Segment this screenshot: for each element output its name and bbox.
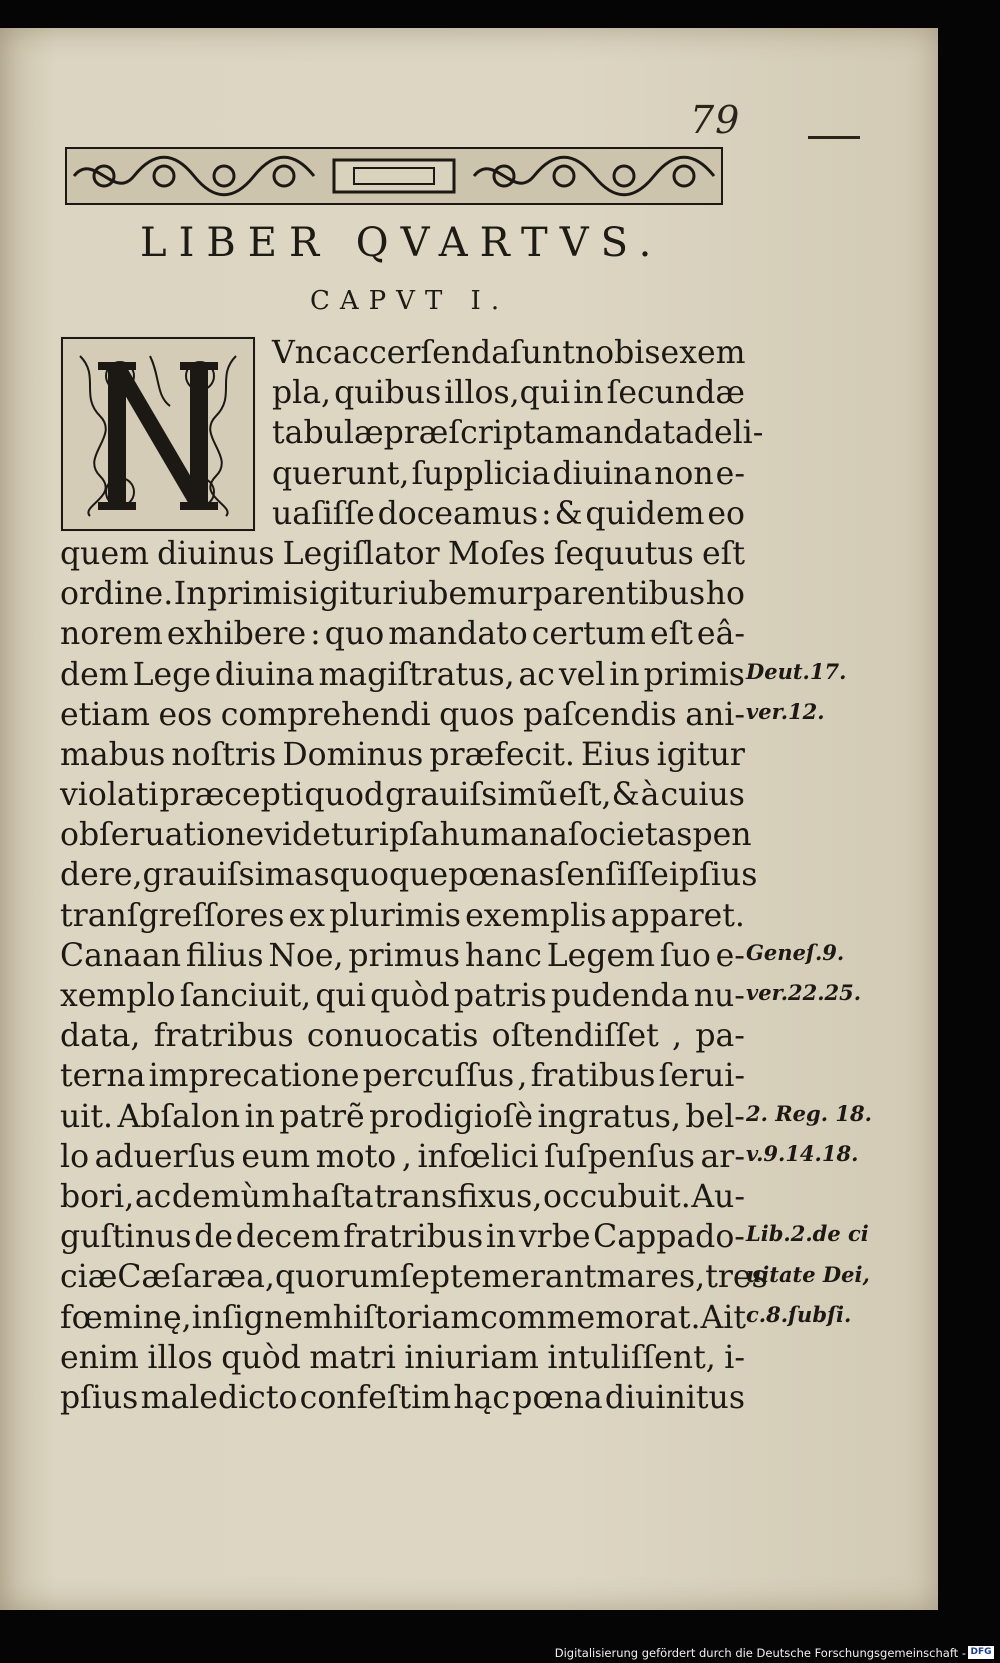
text-word: Noe, [268,937,344,974]
text-line [60,373,745,413]
text-word: fratribus [153,1018,294,1055]
text-word: ex [288,897,326,934]
text-line [60,333,745,373]
text-word: e- [715,455,745,492]
text-word: lo [60,1138,90,1175]
text-line [60,614,745,654]
text-word: ordine. [60,576,174,613]
text-word: exem [660,335,746,371]
text-word: data, [60,1018,141,1055]
text-word: igitur [309,576,398,613]
text-word: cuius [660,777,745,814]
text-word: de [194,1219,234,1256]
text-word: ar- [700,1138,745,1175]
text-word: pſius [60,1379,139,1416]
text-word: præcepti [159,777,304,814]
text-word: guſtinus [60,1219,192,1256]
text-word: diuina [214,656,315,693]
chapter-title: CAPVT I. [310,286,510,316]
text-word: ho [705,576,745,613]
text-word: hanc [464,937,542,974]
catchword-mark [808,136,860,139]
text-word: eſt [649,616,693,653]
text-word: Lege [132,656,211,693]
text-word: commemorat. [480,1299,701,1336]
text-word: uaſiſſe [272,495,375,532]
text-word: fœminę, [60,1299,192,1336]
text-word: patrẽ [279,1098,365,1135]
text-word: quorum [274,1259,400,1296]
text-line [60,815,752,855]
text-line [60,735,745,775]
text-word: à [640,777,660,814]
text-word: nobis [574,335,661,371]
text-word: tabulæ [272,415,384,452]
text-word: eſt [702,535,745,572]
text-line [60,534,745,574]
body-text [60,333,768,1418]
text-line [60,413,764,453]
text-word: moto [315,1138,397,1175]
text-line [60,1338,745,1378]
text-word: Eius [581,736,651,773]
margin-note: uitate Dei, [746,1261,870,1287]
text-line [60,976,745,1016]
text-word: ſanciuit, [179,978,312,1014]
text-word: primis [643,656,745,693]
text-word: non [654,455,714,492]
text-word: qui [315,978,366,1014]
text-word: ac [134,1178,172,1215]
text-line [60,1217,745,1257]
text-line [60,574,745,614]
text-word: , [401,1138,412,1175]
header-ornament [64,146,724,206]
text-word: Cappado- [593,1219,745,1256]
text-word: occubuit. [542,1178,691,1215]
text-word: mandata [554,415,694,452]
text-word: tres [705,1259,768,1296]
text-word: iniuriam [404,1339,539,1376]
text-word: pœna [512,1379,603,1416]
margin-note: 2. Reg. 18. [746,1100,872,1126]
text-word: Cæſaræa, [117,1259,275,1296]
text-word: querunt, [272,455,410,492]
text-word: quibus [334,375,442,412]
text-word: ſocietas [567,817,693,854]
text-word: intuliſſent, [547,1339,716,1376]
text-word: parentibus [532,576,706,613]
footer-credit: Digitalisierung gefördert durch die Deutsche Forschungsgemeinschaft - [554,1646,966,1660]
text-word: oſtendiſſet [491,1018,659,1055]
text-word: Legem [546,937,656,974]
margin-note: Deut.17. [746,658,847,684]
text-line [60,695,745,735]
page-number: 79 [690,98,741,142]
dfg-logo: DFG [968,1646,994,1659]
text-word: ſupplicia [411,455,551,492]
text-word: pa- [695,1018,745,1055]
text-word: vrbe [518,1219,591,1256]
text-word: decem [235,1219,341,1256]
text-word: imprecatione [148,1058,360,1095]
text-word: diuinitus [604,1379,745,1416]
text-word: noſtris [171,736,277,773]
text-word: & [554,495,583,532]
text-word: Dominus [282,736,424,773]
text-word: dem [60,656,129,693]
text-word: illos [147,1339,213,1376]
text-line [60,1137,745,1177]
margin-note: ver.12. [746,698,825,724]
text-word: quod [304,777,385,814]
text-word: demùm [171,1178,291,1215]
text-word: patris [453,978,547,1014]
text-word: confeſtim [299,1379,452,1416]
text-word: quo [324,616,385,653]
text-word: diuina [552,455,653,492]
text-line [60,896,745,936]
text-word: pla, [272,375,332,412]
text-word: paſcendis [523,696,677,733]
text-word: illos,qui [444,375,571,412]
text-word: terna [60,1058,146,1095]
text-word: obſeruatione [60,817,265,854]
text-word: Legiſlator [282,535,440,572]
text-word: Ait [700,1299,747,1336]
margin-note: v.9.14.18. [746,1141,859,1166]
text-line [60,1257,768,1297]
text-word: hąc [453,1379,511,1416]
text-word: ſenſiſſe [554,857,669,894]
text-word: percuſſus [362,1058,515,1095]
text-line [60,936,745,976]
text-word: uit. [60,1098,114,1135]
text-word: ac [518,656,555,693]
text-word: pen [692,817,752,854]
text-word: quidem [585,495,705,532]
text-line [60,1177,745,1217]
text-word: violati [60,777,159,814]
text-word: quòd [221,1339,301,1376]
text-word: matri [309,1339,396,1376]
text-word: ſunt [509,335,575,371]
text-word: Vnc [272,335,333,371]
text-word: vel [558,656,606,693]
text-word: accerſenda [332,335,510,371]
text-word: diuinus [157,535,275,572]
text-word: i- [724,1339,745,1376]
text-word: etiam [60,696,151,733]
text-word: nu- [693,978,745,1014]
text-word: eo [707,495,745,532]
text-word: deli- [693,415,764,452]
text-word: quoque [329,857,449,894]
text-word: ſuo [659,937,711,974]
text-word: Moſes [447,535,546,572]
text-word: præſcripta [383,415,555,452]
text-word: in [609,656,640,693]
text-word: pœnas [448,857,555,894]
text-word: prodigioſè [369,1098,534,1135]
text-word: fratibus [530,1058,656,1095]
text-word: exemplis [465,897,607,934]
text-word: in [244,1098,275,1135]
text-word: primus [348,937,461,974]
text-word: , [517,1058,528,1095]
text-word: transfixus, [374,1178,543,1215]
text-word: præfecit. [429,736,575,773]
text-word: grauiſsimas [142,857,330,894]
text-word: filius [185,937,264,974]
text-word: bori, [60,1178,135,1215]
text-word: pudenda [551,978,690,1014]
text-word: enim [60,1339,139,1376]
text-word: , [672,1018,683,1055]
margin-note: Geneſ.9. [746,940,845,965]
text-word: dere, [60,857,143,894]
text-line [60,494,745,534]
text-word: bel- [685,1098,745,1135]
text-line [60,1298,745,1338]
book-title: LIBER QVARTVS. [140,220,664,266]
text-word: mandato [388,616,528,653]
text-word: mabus [60,736,166,773]
text-word: apparet. [610,897,745,934]
text-word: plurimis [329,897,461,934]
text-word: : [540,495,552,532]
text-word: ſuſpenſus [544,1138,695,1175]
text-word: quos [439,696,515,733]
text-word: ciæ [60,1259,118,1296]
text-word: erant [511,1259,597,1296]
text-word: in [485,1219,517,1256]
text-word: ſequutus [553,535,694,572]
text-line [60,775,745,815]
text-word: ſeptem [399,1259,512,1296]
text-word: Au- [691,1178,745,1215]
text-word: eſt,& [558,777,640,814]
text-line [60,1097,745,1137]
text-word: humana [439,817,568,854]
text-word: quem [60,535,149,572]
text-line [60,1378,745,1418]
text-word: magiſtratus, [318,656,515,693]
text-word: videtur [264,817,379,854]
text-word: xemplo [60,978,176,1014]
text-line [60,1056,745,1096]
text-word: certum [531,616,646,653]
text-word: iubemur [397,576,533,613]
text-word: ſecundæ [606,375,745,412]
text-word: mares, [596,1259,706,1296]
text-word: haſta [291,1178,374,1215]
text-word: In [173,576,207,613]
book-page [0,28,938,1610]
text-word: primis [207,576,309,613]
text-word: eos [158,696,213,733]
text-word: ſerui- [658,1058,745,1095]
text-word: ipſa [378,817,440,854]
margin-note: Lib.2.de ci [746,1221,869,1247]
text-word: conuocatis [306,1018,479,1055]
text-word: ani- [685,696,745,733]
text-word: maledicto [140,1379,298,1416]
text-word: tranſgreſſores [60,897,285,934]
text-word: fratribus [343,1219,484,1256]
text-word: exhibere [166,616,307,653]
text-word: hiſtoriam [332,1299,481,1336]
text-word: doceamus [377,495,539,532]
text-word: in [573,375,604,412]
text-line [60,655,745,695]
text-word: grauiſsimũ [385,777,558,814]
margin-note: c.8.ſubſi. [746,1301,852,1327]
text-word: Abſalon [117,1098,241,1135]
text-word: quòd [370,978,450,1014]
text-word: inſignem [191,1299,333,1336]
text-word: eum [241,1138,311,1175]
text-word: igitur [656,736,745,773]
text-word: Canaan [60,937,182,974]
text-word: e- [715,937,745,974]
text-line [60,454,745,494]
text-word: comprehendi [220,696,431,733]
text-word: aduerſus [94,1138,236,1175]
text-line [60,855,758,895]
text-line [60,1016,745,1056]
text-word: : [310,616,321,653]
text-word: infœlici [417,1138,539,1175]
text-word: eâ- [696,616,745,653]
text-word: ingratus, [537,1098,681,1135]
text-word: norem [60,616,163,653]
text-word: ipſius [668,857,758,894]
margin-note: ver.22.25. [746,980,862,1006]
